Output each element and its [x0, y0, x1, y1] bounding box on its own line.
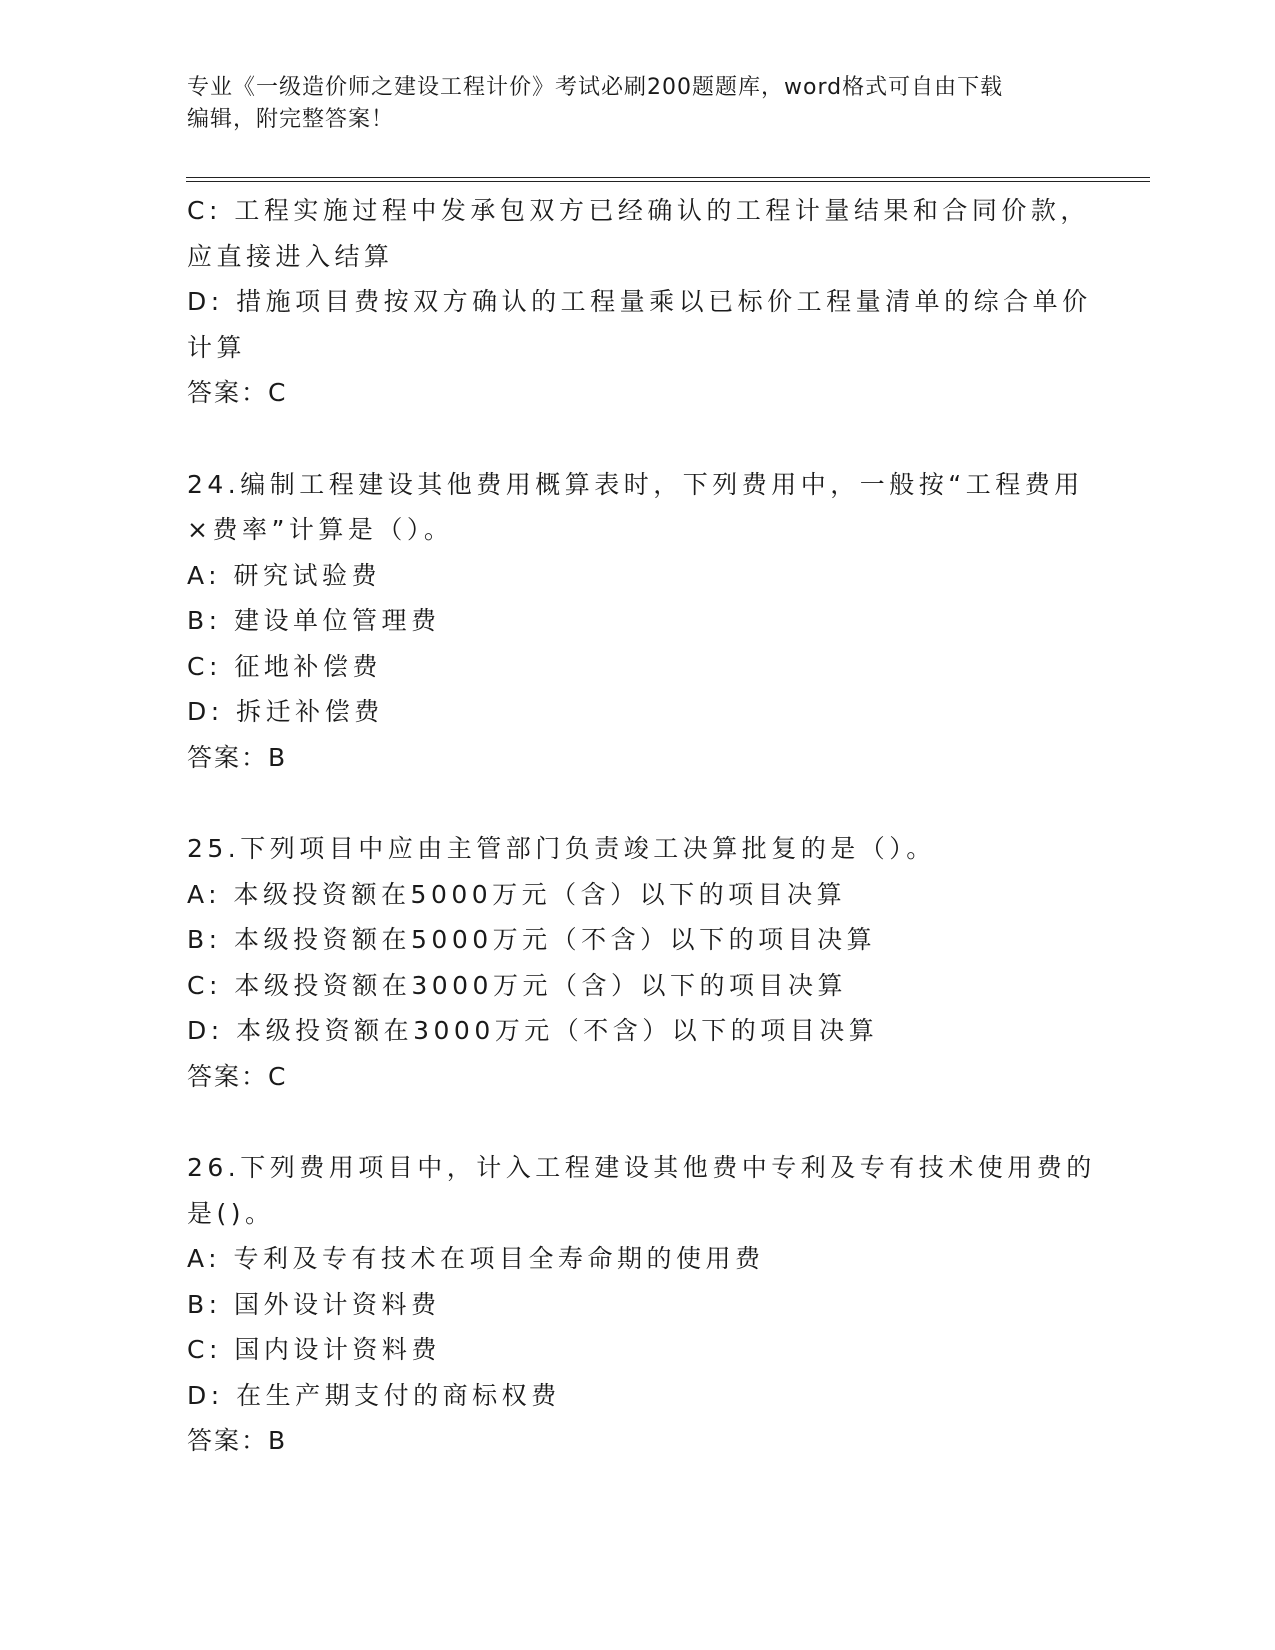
option-a: A: 研究试验费 — [187, 560, 382, 590]
answer: 答案：C — [187, 378, 288, 407]
option-c: C: 本级投资额在3000万元（含）以下的项目决算 — [187, 970, 847, 1000]
option-d: D: 在生产期支付的商标权费 — [187, 1380, 561, 1410]
option-b: B: 建设单位管理费 — [187, 606, 441, 635]
question-24 — [187, 462, 1087, 781]
question-stem-line-2: ×费率”计算是（）。 — [187, 515, 454, 544]
option-a: A: 本级投资额在5000万元（含）以下的项目决算 — [187, 879, 847, 909]
question-stem: 25.下列项目中应由主管部门负责竣工决算批复的是（）。 — [187, 834, 936, 863]
option-b: B: 本级投资额在5000万元（不含）以下的项目决算 — [187, 925, 877, 954]
option-a: A: 专利及专有技术在项目全寿命期的使用费 — [187, 1244, 765, 1273]
option-d-line-2: 计算 — [187, 332, 247, 362]
option-d: D: 本级投资额在3000万元（不含）以下的项目决算 — [187, 1016, 879, 1045]
question-stem-line-1: 24.编制工程建设其他费用概算表时，下列费用中，一般按“工程费用 — [187, 469, 1084, 499]
option-c: C: 征地补偿费 — [187, 651, 382, 681]
answer: 答案：C — [187, 1061, 288, 1091]
option-d: D: 拆迁补偿费 — [187, 697, 384, 726]
header-divider-top — [186, 177, 1150, 178]
header-title-line-2: 编辑，附完整答案！ — [187, 107, 395, 132]
option-c-line-2: 应直接进入结算 — [187, 241, 394, 271]
question-25 — [187, 826, 1087, 1099]
question-26 — [187, 1145, 1096, 1464]
question-stem-line-1: 26.下列费用项目中，计入工程建设其他费中专利及专有技术使用费的 — [187, 1153, 1096, 1182]
header-title-line-1: 专业《一级造价师之建设工程计价》考试必刷200题题库，word格式可自由下载 — [187, 75, 1004, 100]
header-divider-bottom — [186, 181, 1150, 182]
option-c: C: 国内设计资料费 — [187, 1335, 441, 1364]
continued-question — [187, 188, 1092, 416]
option-b: B: 国外设计资料费 — [187, 1289, 441, 1319]
option-d-line-1: D: 措施项目费按双方确认的工程量乘以已标价工程量清单的综合单价 — [187, 287, 1092, 316]
document-header — [187, 72, 1067, 136]
option-c-line-1: C: 工程实施过程中发承包双方已经确认的工程计量结果和合同价款， — [187, 196, 1090, 225]
question-content — [187, 188, 1096, 1464]
answer: 答案：B — [187, 1426, 288, 1455]
question-stem-line-2: 是()。 — [187, 1198, 275, 1228]
answer: 答案：B — [187, 742, 288, 772]
